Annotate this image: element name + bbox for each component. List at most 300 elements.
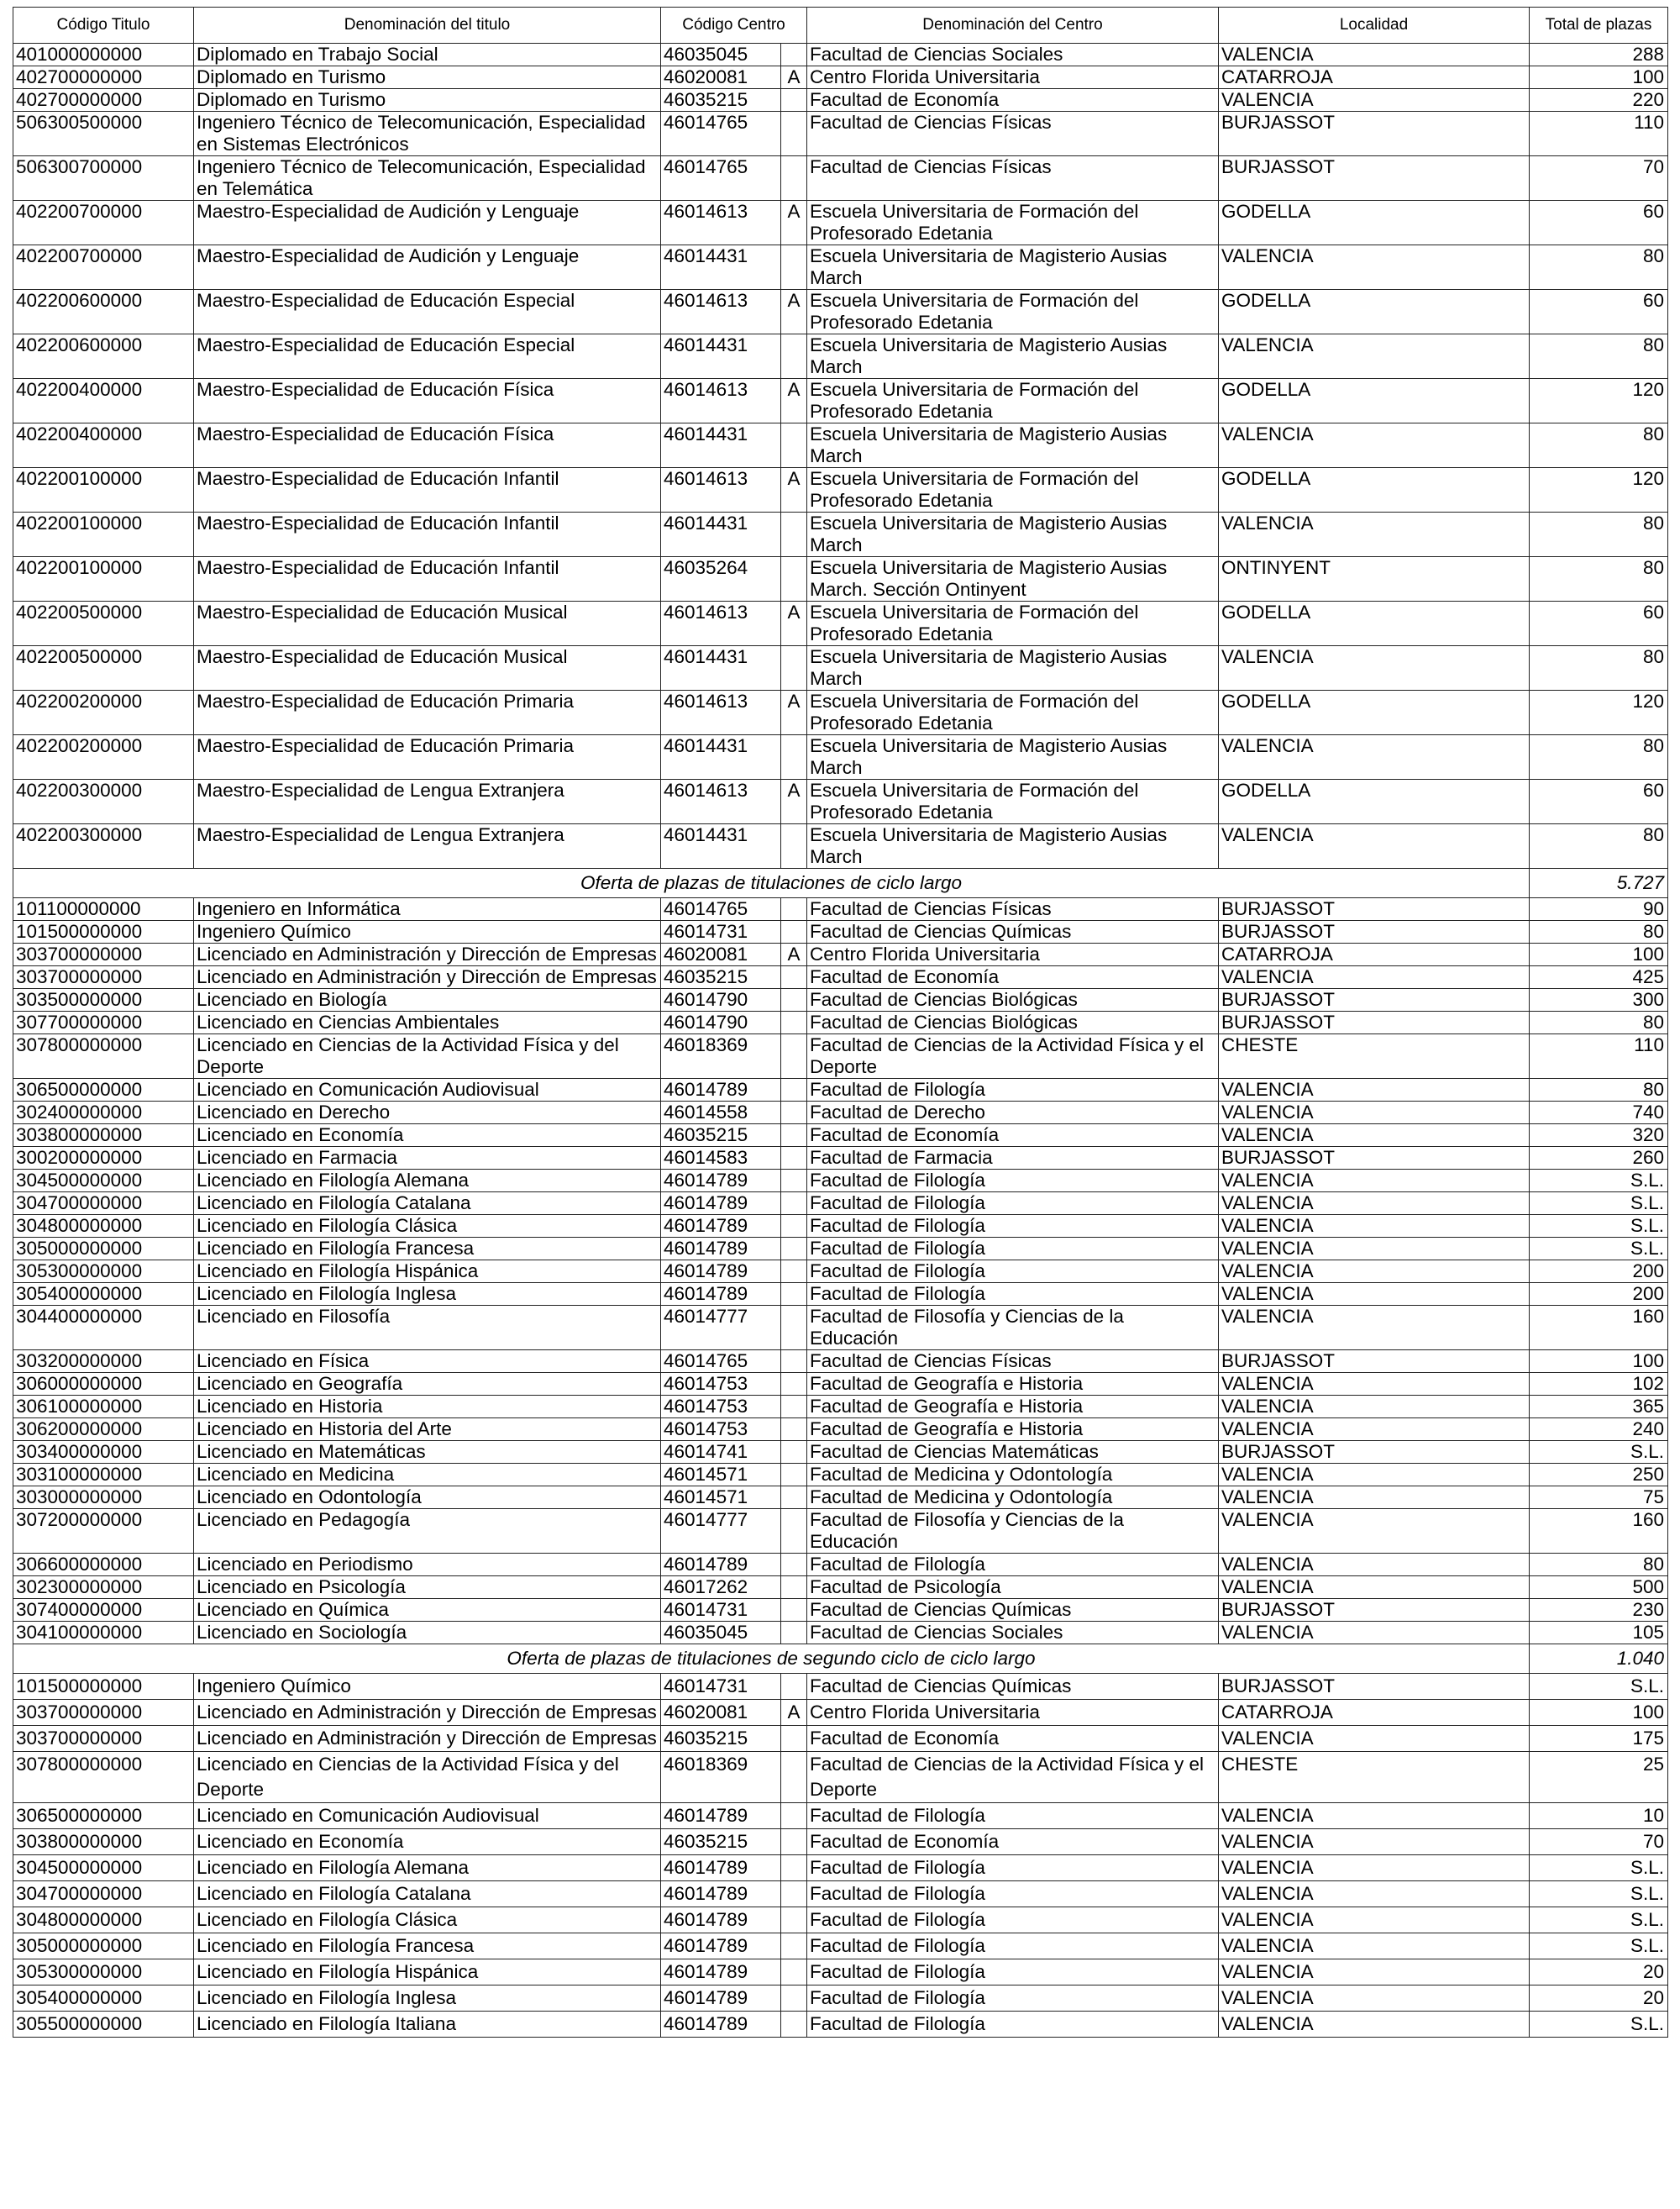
cell-denominacion-titulo: Maestro-Especialidad de Educación Especial xyxy=(194,334,661,379)
cell-codigo-titulo: 303500000000 xyxy=(13,989,194,1012)
cell-codigo-centro: 46014613 xyxy=(661,691,781,735)
cell-flag xyxy=(781,1418,807,1441)
cell-flag: A xyxy=(781,944,807,966)
cell-codigo-centro: 46020081 xyxy=(661,944,781,966)
table-row xyxy=(13,989,1668,1012)
cell-denominacion-centro: Facultad de Ciencias de la Actividad Física y el Deporte xyxy=(807,1034,1219,1079)
cell-codigo-centro: 46014431 xyxy=(661,513,781,557)
cell-codigo-titulo: 306200000000 xyxy=(13,1418,194,1441)
cell-flag xyxy=(781,1373,807,1396)
cell-localidad: CATARROJA xyxy=(1219,1700,1530,1726)
cell-total-plazas: 25 xyxy=(1530,1752,1668,1803)
cell-denominacion-titulo: Licenciado en Filología Catalana xyxy=(194,1881,661,1907)
cell-codigo-titulo: 402700000000 xyxy=(13,89,194,112)
cell-codigo-titulo: 304700000000 xyxy=(13,1881,194,1907)
cell-localidad: GODELLA xyxy=(1219,780,1530,824)
cell-flag xyxy=(781,423,807,468)
cell-codigo-titulo: 402200400000 xyxy=(13,423,194,468)
cell-localidad: VALENCIA xyxy=(1219,1260,1530,1283)
cell-flag xyxy=(781,1576,807,1599)
cell-codigo-centro: 46017262 xyxy=(661,1576,781,1599)
cell-denominacion-centro: Facultad de Economía xyxy=(807,1124,1219,1147)
cell-codigo-centro: 46014613 xyxy=(661,780,781,824)
cell-codigo-titulo: 300200000000 xyxy=(13,1147,194,1170)
table-row xyxy=(13,1933,1668,1959)
cell-codigo-titulo: 307400000000 xyxy=(13,1599,194,1622)
table-row xyxy=(13,1509,1668,1554)
table-row xyxy=(13,1418,1668,1441)
cell-localidad: CATARROJA xyxy=(1219,66,1530,89)
cell-denominacion-titulo: Maestro-Especialidad de Lengua Extranjera xyxy=(194,824,661,869)
cell-denominacion-titulo: Licenciado en Química xyxy=(194,1599,661,1622)
cell-total-plazas: 70 xyxy=(1530,156,1668,201)
cell-flag xyxy=(781,1959,807,1985)
table-row xyxy=(13,1238,1668,1260)
cell-codigo-centro: 46014431 xyxy=(661,646,781,691)
cell-codigo-centro: 46014765 xyxy=(661,156,781,201)
cell-total-plazas: 105 xyxy=(1530,1622,1668,1644)
cell-codigo-titulo: 305000000000 xyxy=(13,1238,194,1260)
cell-total-plazas: 260 xyxy=(1530,1147,1668,1170)
cell-total-plazas: 220 xyxy=(1530,89,1668,112)
cell-denominacion-titulo: Ingeniero Técnico de Telecomunicación, Especialidad en Telemática xyxy=(194,156,661,201)
table-row xyxy=(13,1396,1668,1418)
cell-localidad: GODELLA xyxy=(1219,379,1530,423)
cell-codigo-titulo: 305300000000 xyxy=(13,1959,194,1985)
cell-flag xyxy=(781,1124,807,1147)
cell-localidad: BURJASSOT xyxy=(1219,898,1530,921)
cell-codigo-centro: 46014558 xyxy=(661,1102,781,1124)
table-row xyxy=(13,423,1668,468)
cell-denominacion-centro: Facultad de Filología xyxy=(807,2012,1219,2038)
cell-denominacion-titulo: Maestro-Especialidad de Audición y Lenguaje xyxy=(194,245,661,290)
cell-denominacion-titulo: Maestro-Especialidad de Educación Musical xyxy=(194,602,661,646)
cell-codigo-titulo: 402200100000 xyxy=(13,557,194,602)
cell-localidad: VALENCIA xyxy=(1219,1396,1530,1418)
cell-codigo-titulo: 101500000000 xyxy=(13,1674,194,1700)
cell-denominacion-centro: Facultad de Filología xyxy=(807,1170,1219,1192)
cell-total-plazas: 740 xyxy=(1530,1102,1668,1124)
table-row xyxy=(13,691,1668,735)
cell-codigo-titulo: 307700000000 xyxy=(13,1012,194,1034)
cell-total-plazas: 102 xyxy=(1530,1373,1668,1396)
cell-localidad: VALENCIA xyxy=(1219,1170,1530,1192)
cell-localidad: VALENCIA xyxy=(1219,1464,1530,1486)
cell-flag xyxy=(781,966,807,989)
cell-localidad: BURJASSOT xyxy=(1219,1012,1530,1034)
cell-localidad: VALENCIA xyxy=(1219,1124,1530,1147)
cell-total-plazas: 80 xyxy=(1530,735,1668,780)
cell-localidad: VALENCIA xyxy=(1219,1418,1530,1441)
table-row xyxy=(13,1486,1668,1509)
cell-total-plazas: 80 xyxy=(1530,1012,1668,1034)
cell-flag xyxy=(781,1215,807,1238)
cell-denominacion-centro: Escuela Universitaria de Formación del Profesorado Edetania xyxy=(807,290,1219,334)
cell-codigo-centro: 46014789 xyxy=(661,1215,781,1238)
table-row xyxy=(13,921,1668,944)
cell-flag: A xyxy=(781,290,807,334)
cell-denominacion-titulo: Maestro-Especialidad de Audición y Lenguaje xyxy=(194,201,661,245)
cell-denominacion-centro: Escuela Universitaria de Formación del Profesorado Edetania xyxy=(807,379,1219,423)
cell-total-plazas: 110 xyxy=(1530,112,1668,156)
section-first-cycle xyxy=(13,44,1668,869)
cell-total-plazas: S.L. xyxy=(1530,1215,1668,1238)
cell-localidad: VALENCIA xyxy=(1219,735,1530,780)
cell-denominacion-titulo: Licenciado en Economía xyxy=(194,1829,661,1855)
cell-codigo-titulo: 307200000000 xyxy=(13,1509,194,1554)
cell-flag: A xyxy=(781,780,807,824)
cell-total-plazas: 80 xyxy=(1530,921,1668,944)
cell-total-plazas: 70 xyxy=(1530,1829,1668,1855)
cell-codigo-centro: 46014765 xyxy=(661,1350,781,1373)
cell-flag xyxy=(781,557,807,602)
cell-localidad: GODELLA xyxy=(1219,468,1530,513)
cell-codigo-centro: 46014731 xyxy=(661,921,781,944)
cell-codigo-titulo: 304700000000 xyxy=(13,1192,194,1215)
table-row xyxy=(13,1752,1668,1803)
table-row xyxy=(13,1012,1668,1034)
cell-denominacion-centro: Escuela Universitaria de Formación del Profesorado Edetania xyxy=(807,201,1219,245)
table-row xyxy=(13,1170,1668,1192)
cell-localidad: VALENCIA xyxy=(1219,1803,1530,1829)
cell-denominacion-titulo: Licenciado en Física xyxy=(194,1350,661,1373)
cell-flag xyxy=(781,513,807,557)
cell-denominacion-titulo: Licenciado en Farmacia xyxy=(194,1147,661,1170)
cell-flag xyxy=(781,735,807,780)
cell-codigo-titulo: 304800000000 xyxy=(13,1907,194,1933)
cell-denominacion-centro: Escuela Universitaria de Formación del Profesorado Edetania xyxy=(807,780,1219,824)
cell-denominacion-titulo: Licenciado en Filología Alemana xyxy=(194,1170,661,1192)
cell-total-plazas: 100 xyxy=(1530,944,1668,966)
cell-codigo-centro: 46014790 xyxy=(661,1012,781,1034)
table-row xyxy=(13,1554,1668,1576)
cell-codigo-centro: 46014789 xyxy=(661,1238,781,1260)
cell-denominacion-centro: Facultad de Farmacia xyxy=(807,1147,1219,1170)
cell-denominacion-centro: Facultad de Ciencias Biológicas xyxy=(807,989,1219,1012)
cell-codigo-centro: 46014789 xyxy=(661,1260,781,1283)
cell-total-plazas: 80 xyxy=(1530,646,1668,691)
cell-localidad: CHESTE xyxy=(1219,1752,1530,1803)
cell-localidad: VALENCIA xyxy=(1219,824,1530,869)
table-row xyxy=(13,334,1668,379)
cell-flag xyxy=(781,1306,807,1350)
cell-denominacion-titulo: Licenciado en Administración y Dirección de Empresas xyxy=(194,1700,661,1726)
section-long-cycle xyxy=(13,898,1668,1644)
table-row xyxy=(13,1192,1668,1215)
cell-denominacion-centro: Facultad de Ciencias Sociales xyxy=(807,1622,1219,1644)
cell-denominacion-titulo: Ingeniero Químico xyxy=(194,921,661,944)
header-codigo-titulo: Código Titulo xyxy=(13,8,194,44)
cell-total-plazas: 20 xyxy=(1530,1985,1668,2012)
cell-codigo-titulo: 304500000000 xyxy=(13,1855,194,1881)
cell-localidad: CHESTE xyxy=(1219,1034,1530,1079)
cell-codigo-titulo: 402200300000 xyxy=(13,824,194,869)
cell-flag xyxy=(781,1726,807,1752)
cell-localidad: VALENCIA xyxy=(1219,1985,1530,2012)
subheader-segundo-ciclo xyxy=(13,1644,1668,1674)
cell-denominacion-titulo: Licenciado en Psicología xyxy=(194,1576,661,1599)
cell-denominacion-titulo: Licenciado en Ciencias de la Actividad Física y del Deporte xyxy=(194,1752,661,1803)
table-row xyxy=(13,1306,1668,1350)
cell-denominacion-centro: Facultad de Ciencias Físicas xyxy=(807,898,1219,921)
table-row xyxy=(13,1599,1668,1622)
cell-codigo-titulo: 303100000000 xyxy=(13,1464,194,1486)
cell-denominacion-centro: Facultad de Ciencias Físicas xyxy=(807,112,1219,156)
cell-localidad: BURJASSOT xyxy=(1219,156,1530,201)
table-row xyxy=(13,468,1668,513)
cell-denominacion-centro: Facultad de Ciencias Físicas xyxy=(807,1350,1219,1373)
cell-denominacion-centro: Escuela Universitaria de Magisterio Ausias March xyxy=(807,646,1219,691)
cell-flag xyxy=(781,824,807,869)
cell-denominacion-titulo: Diplomado en Turismo xyxy=(194,66,661,89)
cell-flag xyxy=(781,1933,807,1959)
cell-total-plazas: S.L. xyxy=(1530,1933,1668,1959)
header-denominacion-titulo: Denominación del titulo xyxy=(194,8,661,44)
cell-localidad: VALENCIA xyxy=(1219,245,1530,290)
cell-localidad: VALENCIA xyxy=(1219,1933,1530,1959)
cell-total-plazas: S.L. xyxy=(1530,2012,1668,2038)
cell-total-plazas: S.L. xyxy=(1530,1170,1668,1192)
cell-codigo-titulo: 402200100000 xyxy=(13,468,194,513)
cell-codigo-centro: 46014789 xyxy=(661,1933,781,1959)
cell-denominacion-centro: Facultad de Filología xyxy=(807,1933,1219,1959)
cell-localidad: CATARROJA xyxy=(1219,944,1530,966)
cell-flag xyxy=(781,1622,807,1644)
cell-flag xyxy=(781,1238,807,1260)
table-row xyxy=(13,824,1668,869)
cell-denominacion-titulo: Maestro-Especialidad de Lengua Extranjera xyxy=(194,780,661,824)
subheader-ciclo-largo xyxy=(13,869,1668,898)
table-row xyxy=(13,1622,1668,1644)
cell-flag xyxy=(781,334,807,379)
table-row xyxy=(13,44,1668,66)
cell-codigo-centro: 46035215 xyxy=(661,966,781,989)
cell-flag xyxy=(781,44,807,66)
table-row xyxy=(13,1855,1668,1881)
cell-flag: A xyxy=(781,379,807,423)
cell-denominacion-centro: Facultad de Medicina y Odontología xyxy=(807,1464,1219,1486)
table-row xyxy=(13,1124,1668,1147)
table-row xyxy=(13,646,1668,691)
cell-localidad: BURJASSOT xyxy=(1219,1147,1530,1170)
table-row xyxy=(13,1881,1668,1907)
cell-codigo-centro: 46014789 xyxy=(661,1881,781,1907)
cell-total-plazas: 80 xyxy=(1530,423,1668,468)
cell-denominacion-titulo: Licenciado en Filología Inglesa xyxy=(194,1985,661,2012)
cell-codigo-titulo: 506300500000 xyxy=(13,112,194,156)
cell-total-plazas: 80 xyxy=(1530,245,1668,290)
table-row xyxy=(13,66,1668,89)
cell-codigo-titulo: 402200700000 xyxy=(13,201,194,245)
cell-total-plazas: 425 xyxy=(1530,966,1668,989)
cell-codigo-titulo: 303700000000 xyxy=(13,966,194,989)
header-localidad: Localidad xyxy=(1219,8,1530,44)
cell-codigo-titulo: 402200200000 xyxy=(13,691,194,735)
cell-localidad: GODELLA xyxy=(1219,201,1530,245)
cell-codigo-centro: 46014789 xyxy=(661,1803,781,1829)
cell-total-plazas: 10 xyxy=(1530,1803,1668,1829)
cell-total-plazas: 120 xyxy=(1530,691,1668,735)
cell-localidad: BURJASSOT xyxy=(1219,1599,1530,1622)
cell-denominacion-titulo: Diplomado en Trabajo Social xyxy=(194,44,661,66)
table-row xyxy=(13,1959,1668,1985)
cell-total-plazas: 100 xyxy=(1530,66,1668,89)
cell-codigo-centro: 46014789 xyxy=(661,1985,781,2012)
cell-localidad: VALENCIA xyxy=(1219,513,1530,557)
cell-codigo-titulo: 402200100000 xyxy=(13,513,194,557)
cell-denominacion-titulo: Licenciado en Ciencias de la Actividad Física y del Deporte xyxy=(194,1034,661,1079)
cell-total-plazas: 80 xyxy=(1530,557,1668,602)
cell-codigo-titulo: 303700000000 xyxy=(13,1726,194,1752)
table-row xyxy=(13,112,1668,156)
subheader-total: 5.727 xyxy=(1530,869,1668,898)
cell-denominacion-titulo: Maestro-Especialidad de Educación Infantil xyxy=(194,513,661,557)
cell-flag: A xyxy=(781,1700,807,1726)
cell-codigo-titulo: 402200200000 xyxy=(13,735,194,780)
cell-denominacion-titulo: Licenciado en Geografía xyxy=(194,1373,661,1396)
cell-denominacion-titulo: Licenciado en Periodismo xyxy=(194,1554,661,1576)
cell-codigo-centro: 46014613 xyxy=(661,602,781,646)
cell-localidad: VALENCIA xyxy=(1219,1959,1530,1985)
cell-denominacion-centro: Facultad de Filología xyxy=(807,1554,1219,1576)
cell-localidad: VALENCIA xyxy=(1219,1102,1530,1124)
cell-denominacion-titulo: Ingeniero Técnico de Telecomunicación, Especialidad en Sistemas Electrónicos xyxy=(194,112,661,156)
cell-flag xyxy=(781,1012,807,1034)
cell-denominacion-titulo: Licenciado en Administración y Dirección de Empresas xyxy=(194,966,661,989)
table-row xyxy=(13,557,1668,602)
cell-codigo-titulo: 302300000000 xyxy=(13,1576,194,1599)
cell-denominacion-titulo: Maestro-Especialidad de Educación Infantil xyxy=(194,557,661,602)
cell-denominacion-centro: Escuela Universitaria de Magisterio Ausias March xyxy=(807,245,1219,290)
cell-codigo-centro: 46014731 xyxy=(661,1674,781,1700)
cell-denominacion-titulo: Maestro-Especialidad de Educación Primaria xyxy=(194,735,661,780)
cell-denominacion-titulo: Licenciado en Filología Francesa xyxy=(194,1933,661,1959)
table-row xyxy=(13,1283,1668,1306)
cell-denominacion-titulo: Maestro-Especialidad de Educación Infantil xyxy=(194,468,661,513)
table-row xyxy=(13,1102,1668,1124)
cell-total-plazas: 230 xyxy=(1530,1599,1668,1622)
cell-total-plazas: S.L. xyxy=(1530,1674,1668,1700)
cell-localidad: VALENCIA xyxy=(1219,1622,1530,1644)
cell-codigo-titulo: 302400000000 xyxy=(13,1102,194,1124)
cell-denominacion-centro: Facultad de Economía xyxy=(807,966,1219,989)
cell-denominacion-titulo: Licenciado en Administración y Dirección de Empresas xyxy=(194,944,661,966)
cell-total-plazas: 80 xyxy=(1530,1079,1668,1102)
cell-flag xyxy=(781,921,807,944)
cell-total-plazas: 100 xyxy=(1530,1350,1668,1373)
cell-codigo-titulo: 306100000000 xyxy=(13,1396,194,1418)
table-row xyxy=(13,1674,1668,1700)
cell-denominacion-centro: Escuela Universitaria de Magisterio Ausias March xyxy=(807,423,1219,468)
cell-denominacion-centro: Facultad de Filología xyxy=(807,1881,1219,1907)
cell-flag xyxy=(781,1486,807,1509)
cell-localidad: BURJASSOT xyxy=(1219,921,1530,944)
cell-localidad: VALENCIA xyxy=(1219,334,1530,379)
cell-denominacion-centro: Facultad de Filología xyxy=(807,1238,1219,1260)
cell-codigo-titulo: 402200600000 xyxy=(13,334,194,379)
cell-flag xyxy=(781,245,807,290)
table-row xyxy=(13,1215,1668,1238)
cell-denominacion-centro: Facultad de Medicina y Odontología xyxy=(807,1486,1219,1509)
cell-codigo-titulo: 306500000000 xyxy=(13,1803,194,1829)
cell-total-plazas: 80 xyxy=(1530,824,1668,869)
table-row xyxy=(13,245,1668,290)
table-row xyxy=(13,1147,1668,1170)
cell-flag: A xyxy=(781,201,807,245)
table-row xyxy=(13,513,1668,557)
cell-flag xyxy=(781,1034,807,1079)
subheader-total: 1.040 xyxy=(1530,1644,1668,1674)
cell-denominacion-centro: Facultad de Filología xyxy=(807,1855,1219,1881)
cell-codigo-centro: 46014583 xyxy=(661,1147,781,1170)
cell-localidad: VALENCIA xyxy=(1219,2012,1530,2038)
cell-codigo-centro: 46014753 xyxy=(661,1373,781,1396)
cell-localidad: VALENCIA xyxy=(1219,1373,1530,1396)
cell-codigo-centro: 46035045 xyxy=(661,1622,781,1644)
plazas-table xyxy=(13,7,1668,2038)
cell-codigo-centro: 46035215 xyxy=(661,1726,781,1752)
cell-flag xyxy=(781,1147,807,1170)
cell-flag xyxy=(781,1260,807,1283)
cell-codigo-centro: 46014777 xyxy=(661,1306,781,1350)
cell-total-plazas: 365 xyxy=(1530,1396,1668,1418)
cell-flag xyxy=(781,1441,807,1464)
cell-codigo-centro: 46014789 xyxy=(661,1283,781,1306)
cell-total-plazas: 240 xyxy=(1530,1418,1668,1441)
cell-codigo-centro: 46014777 xyxy=(661,1509,781,1554)
cell-total-plazas: S.L. xyxy=(1530,1881,1668,1907)
cell-codigo-centro: 46035215 xyxy=(661,89,781,112)
cell-flag xyxy=(781,89,807,112)
cell-codigo-centro: 46014731 xyxy=(661,1599,781,1622)
cell-codigo-titulo: 305000000000 xyxy=(13,1933,194,1959)
table-row xyxy=(13,89,1668,112)
cell-codigo-centro: 46014431 xyxy=(661,824,781,869)
cell-denominacion-titulo: Licenciado en Filología Francesa xyxy=(194,1238,661,1260)
cell-denominacion-centro: Facultad de Psicología xyxy=(807,1576,1219,1599)
cell-denominacion-centro: Escuela Universitaria de Magisterio Ausias March xyxy=(807,334,1219,379)
cell-denominacion-centro: Facultad de Economía xyxy=(807,89,1219,112)
cell-codigo-titulo: 402200400000 xyxy=(13,379,194,423)
cell-codigo-centro: 46035215 xyxy=(661,1829,781,1855)
cell-denominacion-titulo: Licenciado en Filología Clásica xyxy=(194,1907,661,1933)
cell-denominacion-centro: Facultad de Geografía e Historia xyxy=(807,1373,1219,1396)
table-row xyxy=(13,1260,1668,1283)
cell-denominacion-centro: Centro Florida Universitaria xyxy=(807,944,1219,966)
cell-codigo-centro: 46014753 xyxy=(661,1418,781,1441)
cell-total-plazas: 300 xyxy=(1530,989,1668,1012)
cell-localidad: BURJASSOT xyxy=(1219,989,1530,1012)
cell-denominacion-titulo: Licenciado en Filología Alemana xyxy=(194,1855,661,1881)
cell-denominacion-titulo: Licenciado en Sociología xyxy=(194,1622,661,1644)
table-row xyxy=(13,156,1668,201)
cell-denominacion-titulo: Licenciado en Economía xyxy=(194,1124,661,1147)
table-row xyxy=(13,780,1668,824)
cell-flag xyxy=(781,1554,807,1576)
cell-total-plazas: 320 xyxy=(1530,1124,1668,1147)
cell-denominacion-titulo: Licenciado en Filología Hispánica xyxy=(194,1260,661,1283)
cell-localidad: VALENCIA xyxy=(1219,89,1530,112)
cell-total-plazas: 160 xyxy=(1530,1509,1668,1554)
cell-flag: A xyxy=(781,66,807,89)
cell-codigo-titulo: 101100000000 xyxy=(13,898,194,921)
cell-flag xyxy=(781,112,807,156)
cell-codigo-titulo: 304100000000 xyxy=(13,1622,194,1644)
cell-flag xyxy=(781,1350,807,1373)
table-row xyxy=(13,944,1668,966)
cell-codigo-centro: 46014613 xyxy=(661,468,781,513)
cell-denominacion-centro: Facultad de Ciencias Biológicas xyxy=(807,1012,1219,1034)
